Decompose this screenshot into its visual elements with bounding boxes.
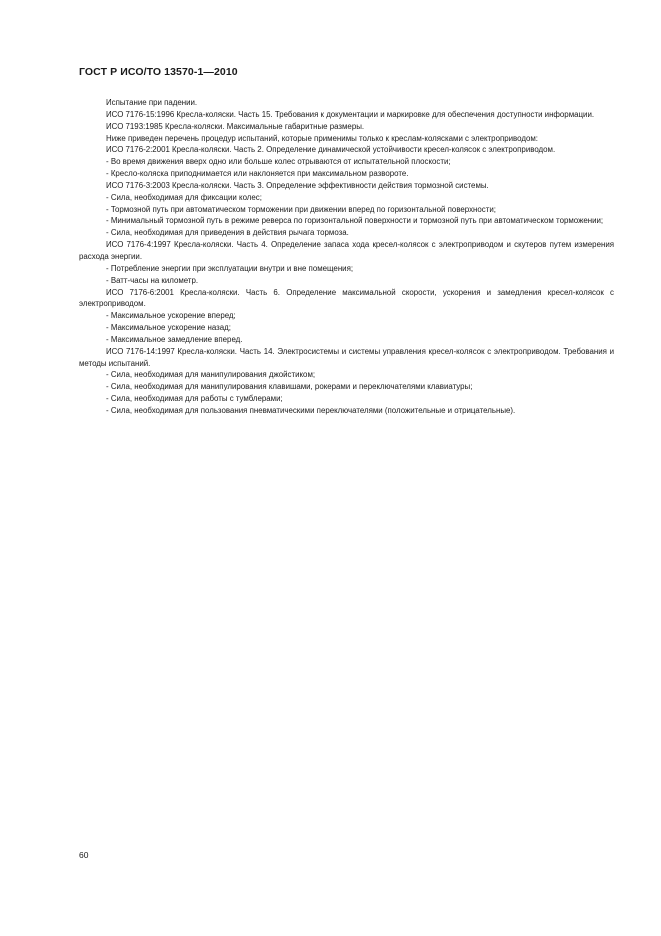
paragraph: ИСО 7193:1985 Кресла-коляски. Максимальные габаритные размеры. (106, 121, 365, 131)
list-item: - Сила, необходимая для манипулирования клавишами, рокерами и переключателями клавиатуры; (106, 382, 473, 392)
paragraph: ИСО 7176-4:1997 Кресла-коляски. Часть 4. Определение запаса хода кресел-колясок с электроприводом и скутеров путем измерения расхода энергии. (79, 240, 614, 261)
paragraph: Испытание при падении. (106, 98, 198, 107)
list-item: - Ватт-часы на километр. (106, 275, 199, 285)
list-item: - Минимальный тормозной путь в режиме реверса по горизонтальной поверхности и тормозной путь при автоматическом торможении; (106, 216, 604, 226)
list-item: - Тормозной путь при автоматическом торможении при движении вперед по горизонтальной поверхности; (106, 204, 496, 214)
list-item: - Максимальное ускорение назад; (106, 323, 231, 333)
list-item: - Кресло-коляска приподнимается или наклоняется при максимальном развороте. (106, 169, 409, 179)
list-item: - Сила, необходимая для фиксации колес; (106, 192, 262, 202)
list-item: - Максимальное ускорение вперед; (106, 311, 236, 321)
list-item: - Потребление энергии при эксплуатации внутри и вне помещения; (106, 263, 354, 273)
document-body (79, 97, 614, 417)
paragraph: ИСО 7176-3:2003 Кресла-коляски. Часть 3. Определение эффективности действия тормозной системы. (106, 180, 489, 190)
paragraph: ИСО 7176-15:1996 Кресла-коляски. Часть 15. Требования к документации и маркировке для обеспечения доступности информации. (106, 109, 595, 119)
list-item: - Максимальное замедление вперед. (106, 334, 243, 344)
list-item: - Сила, необходимая для манипулирования джойстиком; (106, 370, 316, 380)
document-header: ГОСТ Р ИСО/ТО 13570-1—2010 (79, 66, 238, 78)
list-item: - Сила, необходимая для пользования пневматическими переключателями (положительные и отрицательные). (106, 405, 516, 415)
paragraph: ИСО 7176-14:1997 Кресла-коляски. Часть 14. Электросистемы и системы управления кресел-колясок с электроприводом. Требования и методы испытаний. (79, 346, 614, 368)
list-item: - Во время движения вверх одно или больше колес отрываются от испытательной плоскости; (106, 157, 451, 167)
paragraph: ИСО 7176-6:2001 Кресла-коляски. Часть 6. Определение максимальной скорости, ускорения и замедления кресел-колясок с электроприводом. (79, 287, 614, 309)
page-number: 60 (79, 850, 89, 860)
list-item: - Сила, необходимая для работы с тумблерами; (106, 394, 283, 404)
list-item: - Сила, необходимая для приведения в действия рычага тормоза. (106, 228, 349, 238)
paragraph: Ниже приведен перечень процедур испытаний, которые применимы только к креслам-колясками с электроприводом: (106, 133, 538, 143)
paragraph: ИСО 7176-2:2001 Кресла-коляски. Часть 2. Определение динамической устойчивости кресел-колясок с электроприводом. (106, 145, 556, 155)
